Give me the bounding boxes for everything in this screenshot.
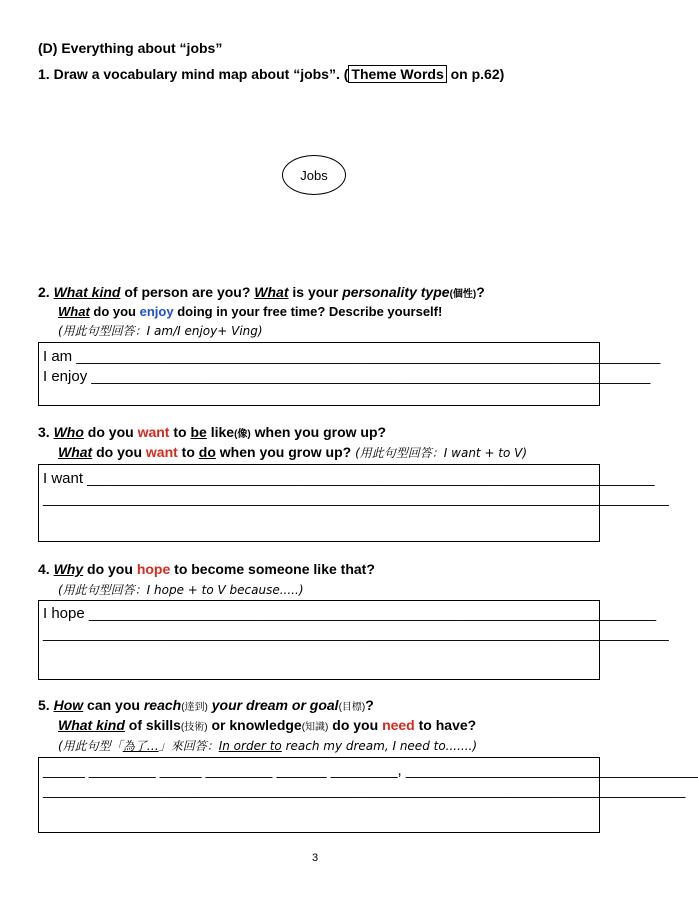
question-5-note bbox=[58, 737, 477, 754]
question-4-number: 4. bbox=[38, 561, 50, 577]
q3-text: like bbox=[206, 424, 235, 440]
question-3-note: (用此句型回答：I want + to V) bbox=[355, 446, 528, 460]
theme-words-highlight: Theme Words bbox=[348, 65, 446, 83]
question-4-note: (用此句型回答：I hope + to V because.....) bbox=[58, 583, 304, 597]
question-2-note: (用此句型回答：I am/I enjoy+ Ving) bbox=[58, 324, 263, 338]
answer-line: ___________________________________________________________________________ bbox=[43, 625, 669, 642]
q5-need: need bbox=[382, 717, 415, 733]
q5-chinese-gloss: (技術) bbox=[180, 722, 208, 733]
q2-chinese-gloss: (個性) bbox=[449, 289, 477, 300]
question-1-text: Draw a vocabulary mind map about “jobs”. ( bbox=[53, 66, 349, 82]
question-5 bbox=[38, 697, 374, 713]
q5-text: of skills bbox=[124, 717, 181, 733]
q4-text: to become someone like that? bbox=[170, 561, 375, 577]
answer-line: I enjoy ___________________________________________________________________ bbox=[43, 368, 651, 385]
question-3-number: 3. bbox=[38, 424, 50, 440]
q2-enjoy: enjoy bbox=[139, 304, 174, 319]
q3-want-2: want bbox=[145, 444, 178, 460]
q2-what-kind: What kind bbox=[53, 284, 121, 300]
question-1-text-end: on p.62) bbox=[446, 66, 505, 82]
q2-text: do you bbox=[89, 304, 140, 319]
q5-note-in-order-to: In order to bbox=[218, 739, 282, 753]
q2-text: doing in your free time? Describe yourself! bbox=[173, 304, 443, 319]
q5-note-underlined: 為了… bbox=[122, 739, 159, 753]
q5-reach: reach bbox=[143, 697, 182, 713]
question-3-line-2 bbox=[58, 444, 527, 461]
answer-box-2[interactable] bbox=[38, 342, 661, 406]
page-number: 3 bbox=[312, 852, 319, 864]
q2-text: is your bbox=[288, 284, 343, 300]
q5-chinese-gloss: (知識) bbox=[301, 722, 329, 733]
q3-text: to bbox=[169, 424, 191, 440]
q3-text: when you grow up? bbox=[215, 444, 352, 460]
q5-chinese-gloss: (達到) bbox=[181, 702, 208, 713]
answer-box-4[interactable] bbox=[38, 600, 669, 680]
q5-note-part: 」來回答： bbox=[158, 739, 219, 753]
q2-what-2: What bbox=[58, 304, 90, 319]
question-1 bbox=[38, 66, 504, 82]
mind-map-center-label: Jobs bbox=[300, 167, 328, 183]
question-4 bbox=[38, 561, 375, 577]
q5-text: to have? bbox=[414, 717, 477, 733]
question-5-number: 5. bbox=[38, 697, 50, 713]
q3-want: want bbox=[137, 424, 170, 440]
q3-who: Who bbox=[53, 424, 84, 440]
question-1-number: 1. bbox=[38, 66, 50, 82]
answer-line: I hope ____________________________________________________________________ bbox=[43, 605, 657, 622]
q5-how: How bbox=[53, 697, 84, 713]
q2-what: What bbox=[254, 284, 289, 300]
answer-line: _____ ________ _____ ________ ______ ________, ___________________________________ bbox=[43, 762, 698, 779]
q2-text: of person are you? bbox=[120, 284, 255, 300]
question-3 bbox=[38, 424, 386, 440]
q3-text: do you bbox=[92, 444, 146, 460]
question-2-line-2 bbox=[58, 304, 442, 319]
q2-personality-type: personality type bbox=[342, 284, 450, 300]
q3-text: to bbox=[177, 444, 199, 460]
q2-text: ? bbox=[476, 284, 485, 300]
answer-line: I am ______________________________________________________________________ bbox=[43, 348, 661, 365]
q3-do: do bbox=[198, 444, 216, 460]
answer-box-5[interactable] bbox=[38, 757, 698, 833]
q5-text: can you bbox=[83, 697, 144, 713]
q4-why: Why bbox=[53, 561, 84, 577]
question-2 bbox=[38, 284, 485, 300]
question-2-number: 2. bbox=[38, 284, 50, 300]
mind-map-center-node bbox=[282, 155, 346, 195]
q5-text: your dream or goal bbox=[207, 697, 339, 713]
q5-text: or knowledge bbox=[207, 717, 302, 733]
q4-hope: hope bbox=[136, 561, 171, 577]
q3-text: when you grow up? bbox=[250, 424, 387, 440]
q3-text: do you bbox=[83, 424, 138, 440]
q5-note-part: (用此句型「 bbox=[58, 739, 123, 753]
answer-line: I want ____________________________________________________________________ bbox=[43, 470, 655, 487]
answer-line: _____________________________________________________________________________ bbox=[43, 782, 686, 799]
q4-text: do you bbox=[83, 561, 137, 577]
q5-text: do you bbox=[328, 717, 383, 733]
q5-chinese-gloss: (目標) bbox=[338, 702, 366, 713]
q3-be: be bbox=[190, 424, 207, 440]
q5-note-part: reach my dream, I need to.......) bbox=[281, 739, 478, 753]
answer-box-3[interactable] bbox=[38, 464, 669, 542]
section-title: (D) Everything about “jobs” bbox=[38, 40, 223, 56]
question-5-line-2 bbox=[58, 717, 476, 733]
q5-what-kind: What kind bbox=[58, 717, 125, 733]
q3-what: What bbox=[58, 444, 93, 460]
q3-chinese-gloss: (像) bbox=[234, 429, 251, 440]
answer-line: ___________________________________________________________________________ bbox=[43, 490, 669, 507]
q5-text: ? bbox=[365, 697, 374, 713]
